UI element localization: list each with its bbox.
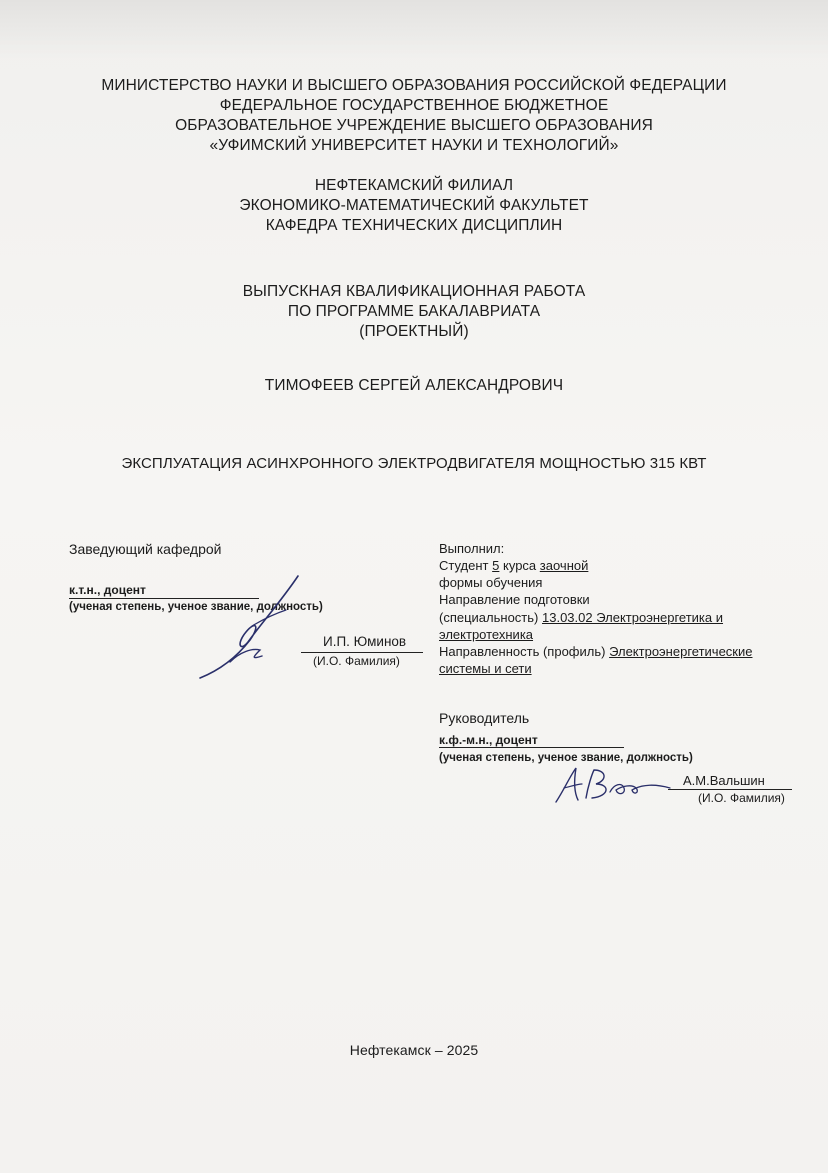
thesis-topic: ЭКСПЛУАТАЦИЯ АСИНХРОННОГО ЭЛЕКТРОДВИГАТЕЛЯ МОЩНОСТЬЮ 315 КВТ (121, 455, 707, 472)
student-profile-value-2: системы и сети (439, 661, 532, 676)
scan-shadow (0, 0, 828, 60)
supervisor-degree: к.ф.-м.н., доцент (439, 733, 538, 747)
student-course-number: 5 (492, 558, 500, 573)
ministry-block (0, 76, 828, 156)
branch-line-1: НЕФТЕКАМСКИЙ ФИЛИАЛ (314, 177, 514, 194)
student-form-line: формы обучения (439, 575, 543, 590)
work-type-line-1: ВЫПУСКНАЯ КВАЛИФИКАЦИОННАЯ РАБОТА (242, 283, 586, 300)
head-name-caption: (И.О. Фамилия) (313, 654, 400, 668)
supervisor-signature-icon (552, 762, 692, 806)
student-specialty-value-2: электротехника (439, 627, 534, 642)
student-profile-line (439, 643, 752, 660)
branch-line-3: КАФЕДРА ТЕХНИЧЕСКИХ ДИСЦИПЛИН (265, 217, 563, 234)
supervisor-name-caption: (И.О. Фамилия) (698, 791, 785, 805)
supervisor-name: А.М.Вальшин (683, 773, 765, 788)
branch-block (0, 176, 828, 236)
ministry-line-2: ФЕДЕРАЛЬНОЕ ГОСУДАРСТВЕННОЕ БЮДЖЕТНОЕ (219, 97, 609, 114)
student-profile-prefix: Направленность (профиль) (439, 644, 606, 659)
student-course-mid: курса (503, 558, 537, 573)
student-profile-value: Электроэнергетические (609, 644, 753, 659)
head-degree-caption: (ученая степень, ученое звание, должность) (69, 601, 323, 613)
head-degree: к.т.н., доцент (69, 583, 146, 597)
ministry-line-3: ОБРАЗОВАТЕЛЬНОЕ УЧРЕЖДЕНИЕ ВЫСШЕГО ОБРАЗОВАНИЯ (175, 117, 653, 134)
ministry-line-1: МИНИСТЕРСТВО НАУКИ И ВЫСШЕГО ОБРАЗОВАНИЯ РОССИЙСКОЙ ФЕДЕРАЦИИ (101, 77, 727, 94)
head-of-department-label: Заведующий кафедрой (69, 541, 222, 557)
work-type-line-2: ПО ПРОГРАММЕ БАКАЛАВРИАТА (287, 303, 541, 320)
student-specialty-value: 13.03.02 Электроэнергетика и (542, 610, 724, 625)
city-year: Нефтекамск – 2025 (349, 1042, 479, 1058)
supervisor-degree-caption: (ученая степень, ученое звание, должность) (439, 752, 693, 764)
head-signature-icon (190, 570, 315, 685)
student-specialty-line (439, 609, 723, 626)
supervisor-label: Руководитель (439, 710, 530, 726)
head-name: И.П. Юминов (323, 634, 407, 649)
supervisor-degree-underline (439, 747, 624, 748)
ministry-line-4: «УФИМСКИЙ УНИВЕРСИТЕТ НАУКИ И ТЕХНОЛОГИЙ» (209, 137, 619, 154)
student-direction-label: Направление подготовки (439, 592, 590, 607)
author-name: ТИМОФЕЕВ СЕРГЕЙ АЛЕКСАНДРОВИЧ (264, 377, 564, 394)
work-type-line-3: (ПРОЕКТНЫЙ) (359, 323, 469, 340)
work-type-block (0, 282, 828, 342)
student-specialty-prefix: (специальность) (439, 610, 539, 625)
student-course-line (439, 557, 588, 574)
student-study-form: заочной (539, 558, 589, 573)
branch-line-2: ЭКОНОМИКО-МАТЕМАТИЧЕСКИЙ ФАКУЛЬТЕТ (239, 197, 589, 214)
student-course-prefix: Студент (439, 558, 489, 573)
student-label: Выполнил: (439, 541, 505, 556)
